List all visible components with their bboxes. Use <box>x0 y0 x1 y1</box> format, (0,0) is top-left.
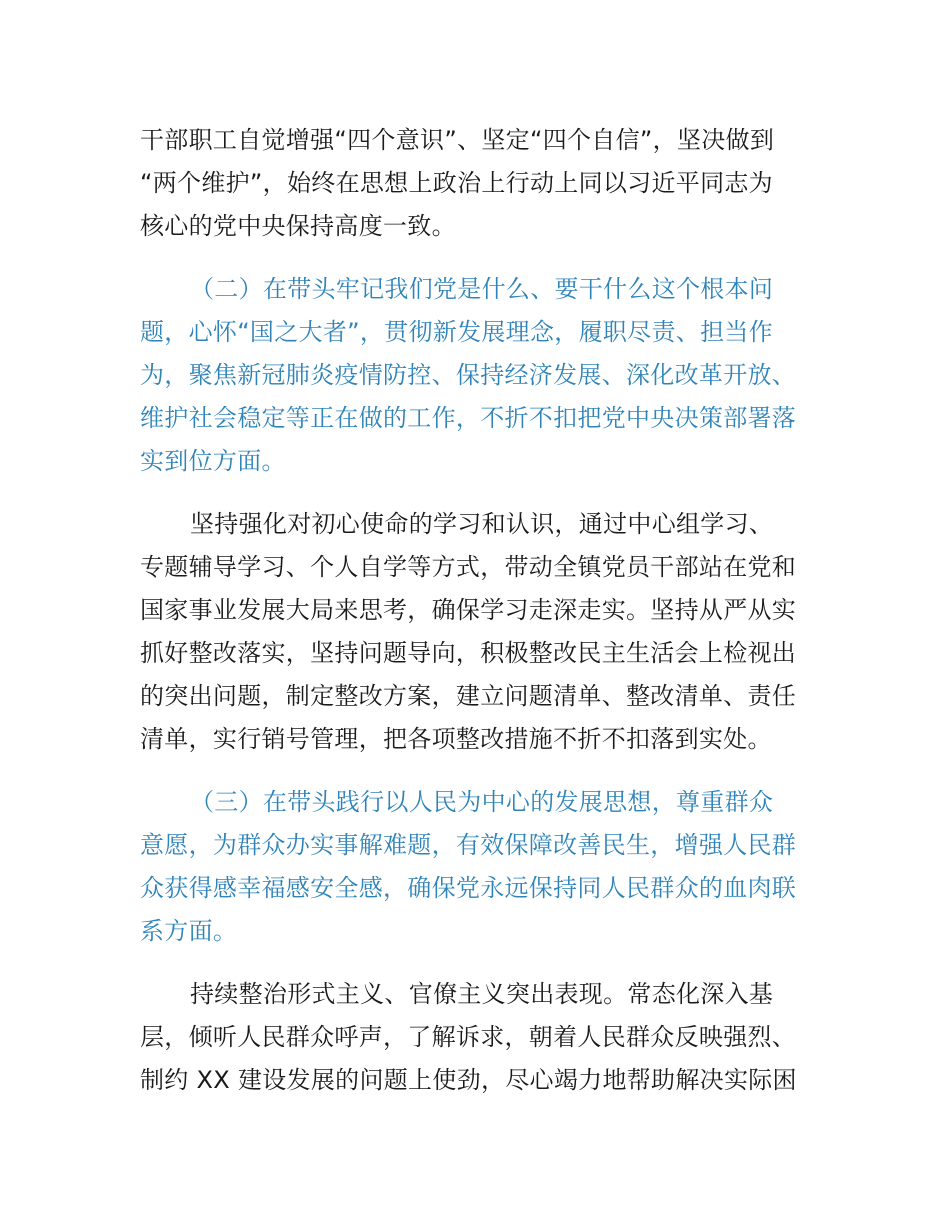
paragraph-line: 持续整治形式主义、官僚主义突出表现。常态化深入基 <box>190 980 774 1008</box>
paragraph-line: 清单，实行销号管理，把各项整改措施不折不扣落到实处。 <box>140 725 772 753</box>
section-heading-line: （三）在带头践行以人民为中心的发展思想，尊重群众 <box>190 788 774 816</box>
section-heading-line: 为，聚焦新冠肺炎疫情防控、保持经济发展、深化改革开放、 <box>140 361 797 389</box>
paragraph-line: 层，倾听人民群众呼声，了解诉求，朝着人民群众反映强烈、 <box>140 1023 797 1051</box>
section-heading-line: 题，心怀“国之大者”，贯彻新发展理念，履职尽责、担当作 <box>140 318 773 346</box>
section-heading-line: 意愿，为群众办实事解难题，有效保障改善民生，增强人民群 <box>140 831 797 859</box>
paragraph-line: 坚持强化对初心使命的学习和认识，通过中心组学习、 <box>190 510 774 538</box>
paragraph-line: 干部职工自觉增强“四个意识”、坚定“四个自信”，坚决做到 <box>140 126 775 154</box>
paragraph-line: “两个维护”，始终在思想上政治上行动上同以习近平同志为 <box>140 169 773 197</box>
paragraph-line: 的突出问题，制定整改方案，建立问题清单、整改清单、责任 <box>140 682 797 710</box>
section-heading-line: 维护社会稳定等正在做的工作，不折不扣把党中央决策部署落 <box>140 404 797 432</box>
paragraph-line: 制约 XX 建设发展的问题上使劲，尽心竭力地帮助解决实际困 <box>140 1066 797 1094</box>
paragraph-line: 抓好整改落实，坚持问题导向，积极整改民主生活会上检视出 <box>140 639 797 667</box>
section-heading-line: 众获得感幸福感安全感，确保党永远保持同人民群众的血肉联 <box>140 874 797 902</box>
paragraph-line: 国家事业发展大局来思考，确保学习走深走实。坚持从严从实 <box>140 596 797 624</box>
paragraph-line: 专题辅导学习、个人自学等方式，带动全镇党员干部站在党和 <box>140 553 797 581</box>
section-heading-line: 实到位方面。 <box>140 447 286 475</box>
section-heading-line: 系方面。 <box>140 917 238 945</box>
paragraph-line: 核心的党中央保持高度一致。 <box>140 212 456 240</box>
section-heading-line: （二）在带头牢记我们党是什么、要干什么这个根本问 <box>190 275 774 303</box>
